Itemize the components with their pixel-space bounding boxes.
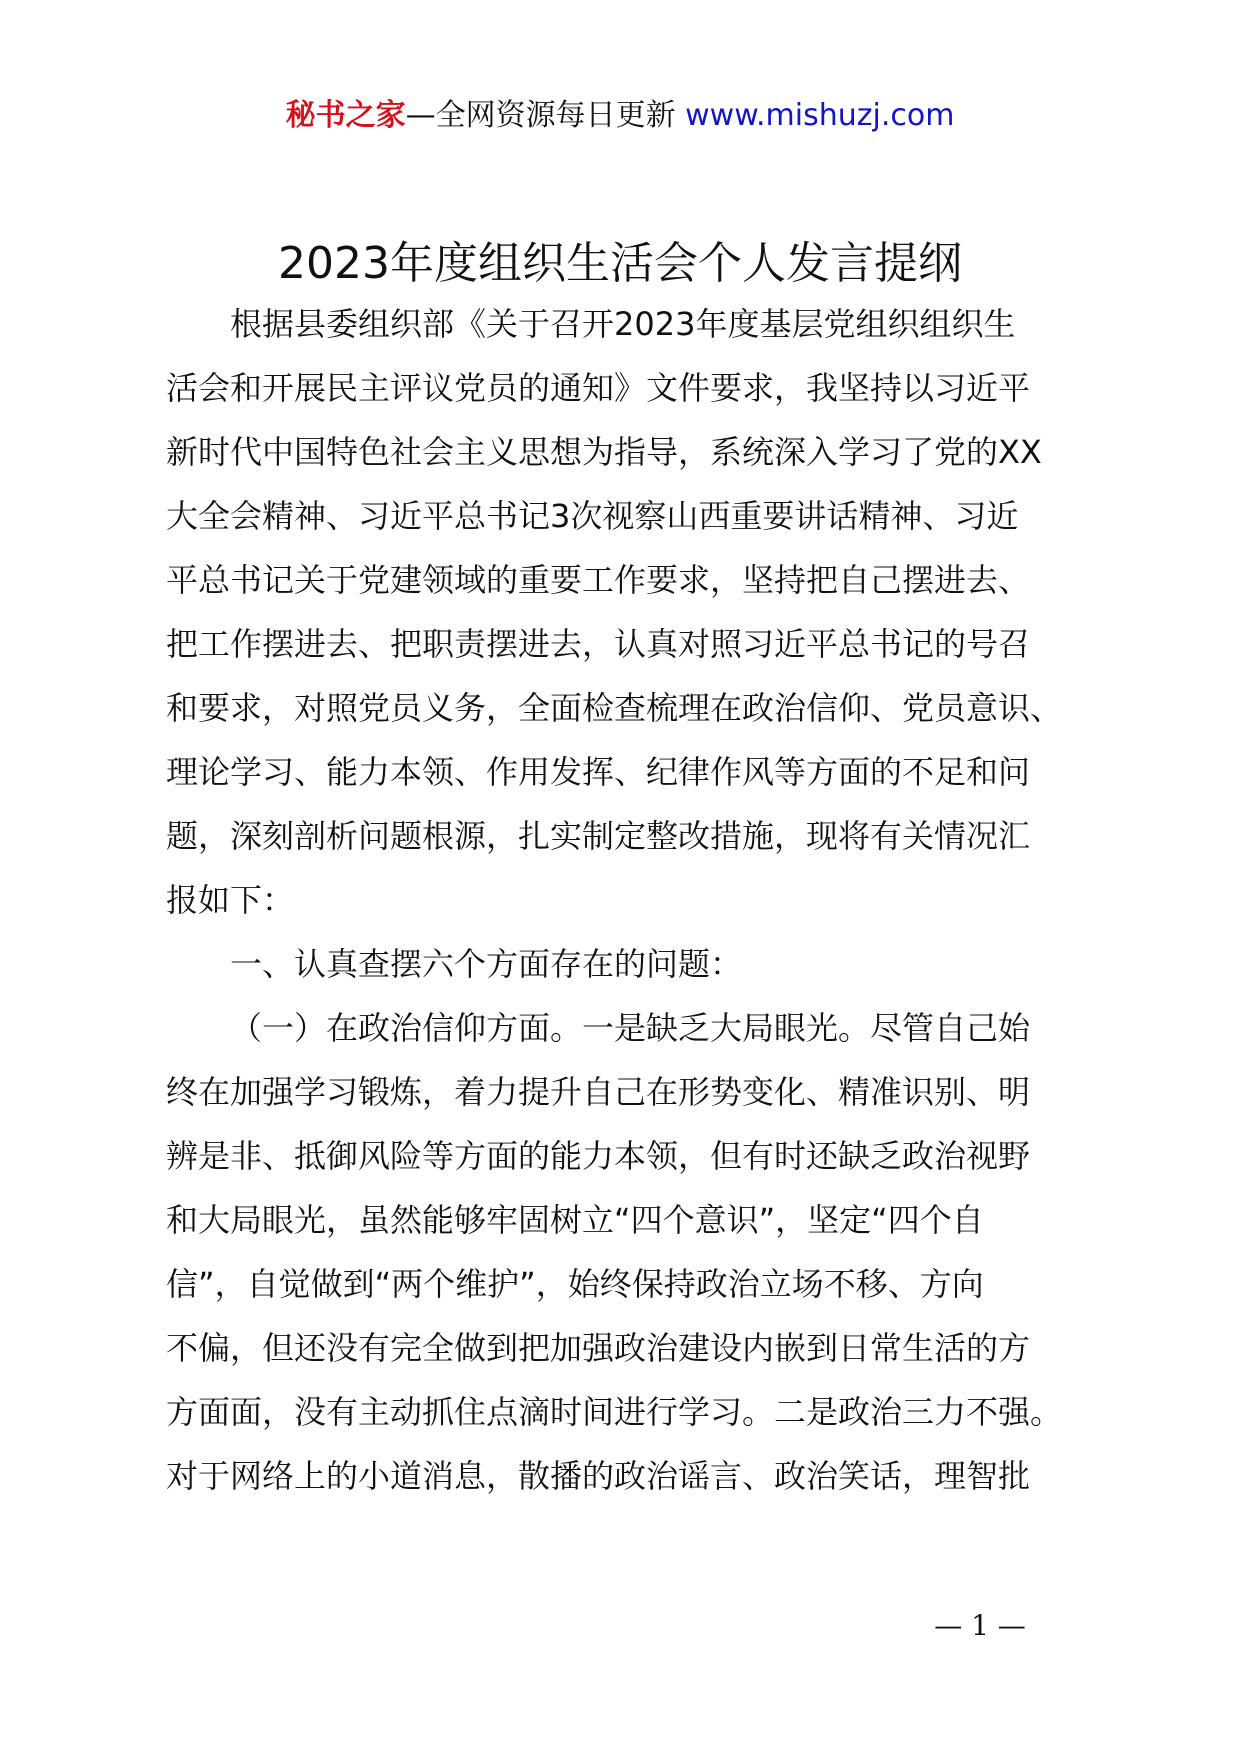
banner-tagline: —全网资源每日更新 [405,98,676,133]
paragraph-line: 活会和开展民主评议党员的通知》文件要求，我坚持以习近平 [166,369,1031,407]
brand-name: 秘书之家 [285,98,406,133]
paragraph-line: 把工作摆进去、把职责摆进去，认真对照习近平总书记的号召 [166,625,1031,663]
paragraph-line: （一）在政治信仰方面。一是缺乏大局眼光。尽管自己始 [230,1009,1031,1047]
paragraph-line: 题，深刻剖析问题根源，扎实制定整改措施，现将有关情况汇 [166,817,1031,855]
paragraph-line: 方面面，没有主动抓住点滴时间进行学习。二是政治三力不强。 [166,1393,1063,1431]
paragraph-line: 新时代中国特色社会主义思想为指导，系统深入学习了党的XX [166,433,1042,471]
paragraph-line: 大全会精神、习近平总书记3次视察山西重要讲话精神、习近 [166,497,1019,535]
paragraph-line: 报如下： [166,881,295,919]
section-heading: 一、认真查摆六个方面存在的问题： [230,945,743,983]
paragraph-line: 不偏，但还没有完全做到把加强政治建设内嵌到日常生活的方 [166,1329,1031,1367]
site-url-link[interactable]: www.mishuzj.com [685,98,955,133]
paragraph-line: 信”，自觉做到“两个维护”，始终保持政治立场不移、方向 [166,1265,984,1303]
paragraph-line: 根据县委组织部《关于召开2023年度基层党组织组织生 [230,305,1016,343]
paragraph-line: 平总书记关于党建领域的重要工作要求，坚持把自己摆进去、 [166,561,1031,599]
document-body [166,304,1094,1520]
paragraph-line: 对于网络上的小道消息，散播的政治谣言、政治笑话，理智批 [166,1457,1031,1495]
paragraph-line: 终在加强学习锻炼，着力提升自己在形势变化、精准识别、明 [166,1073,1031,1111]
document-title: 2023年度组织生活会个人发言提纲 [278,238,962,289]
page-number: — 1 — [934,1609,1026,1642]
paragraph-line: 辨是非、抵御风险等方面的能力本领，但有时还缺乏政治视野 [166,1137,1031,1175]
paragraph-line: 理论学习、能力本领、作用发挥、纪律作风等方面的不足和问 [166,753,1031,791]
paragraph-line: 和要求，对照党员义务，全面检查梳理在政治信仰、党员意识、 [166,689,1063,727]
site-banner [0,96,1240,136]
paragraph-line: 和大局眼光，虽然能够牢固树立“四个意识”，坚定“四个自 [166,1201,984,1239]
